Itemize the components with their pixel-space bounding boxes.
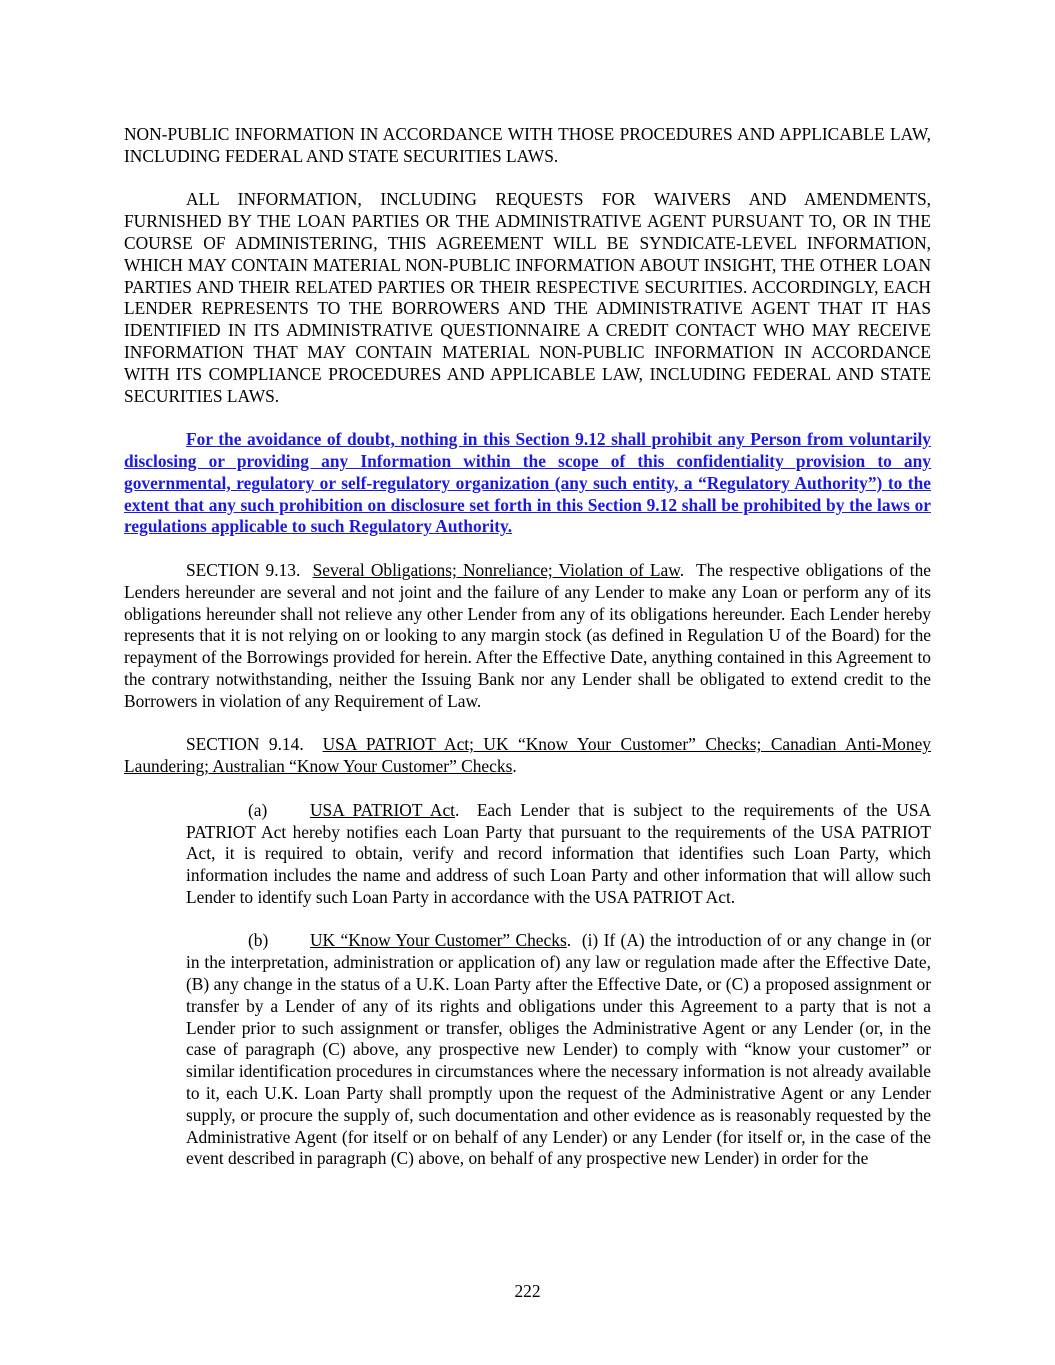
section-9-14-heading: SECTION 9.14. USA PATRIOT Act; UK “Know Your Customer” Checks; Canadian Anti-Money Laundering; Australian “Know Your Customer” Checks. <box>124 734 931 777</box>
subsection-label: (b) <box>248 930 269 951</box>
subsection-title: USA PATRIOT Act <box>310 799 456 820</box>
subsection-title: UK “Know Your Customer” Checks <box>310 930 567 951</box>
paragraph-inserted-regulatory <box>124 429 931 538</box>
section-9-13: SECTION 9.13. Several Obligations; Nonreliance; Violation of Law. The respective obligations of the Lenders hereunder are several and not joint and the failure of any Lender to make any Loan or perform any of its obligations hereunder shall not relieve any other Lender from any of its obligations hereunder. Each Lender hereby represents that it is not relying on or looking to any margin stock (as defined in Regulation U of the Board) for the repayment of the Borrowings provided for herein. After the Effective Date, anything contained in this Agreement to the contrary notwithstanding, neither the Issuing Bank nor any Lender shall be obligated to extend credit to the Borrowers in violation of any Requirement of Law. <box>124 559 932 711</box>
section-number: SECTION 9.14. <box>186 734 304 755</box>
section-number: SECTION 9.13. <box>186 559 301 580</box>
paragraph-continuation: NON-PUBLIC INFORMATION IN ACCORDANCE WITH THOSE PROCEDURES AND APPLICABLE LAW, INCLUDING FEDERAL AND STATE SECURITIES LAWS. <box>124 124 931 166</box>
inserted-text: For the avoidance of doubt, nothing in this Section 9.12 shall prohibit any Person from voluntarily disclosing or providing any Information within the scope of this confidentiality provision to any governmental, regulatory or self-regulatory organization (any such entity, a “Regulatory Authority”) to the extent that any such prohibition on disclosure set forth in this Section 9.12 shall be prohibited by the laws or regulations applicable to such Regulatory Authority. <box>124 429 931 537</box>
section-title: USA PATRIOT Act; UK “Know Your Customer” Checks; Canadian Anti-Money Laundering; Australian “Know Your Customer” Checks <box>124 734 931 777</box>
subsection-a: (a) USA PATRIOT Act. Each Lender that is subject to the requirements of the USA PATRIOT Act hereby notifies each Loan Party that pursuant to the requirements of the USA PATRIOT Act, it is required to obtain, verify and record information that identifies such Loan Party, which information includes the name and address of such Loan Party and other information that will allow such Lender to identify such Loan Party in accordance with the USA PATRIOT Act. <box>186 799 932 907</box>
page-number: 222 <box>514 1281 541 1301</box>
subsection-body: (i) If (A) the introduction of or any change in (or in the interpretation, administration or application of) any law or regulation made after the Effective Date, (B) any change in the status of a U.K. Loan Party after the Effective Date, or (C) a proposed assignment or transfer by a Lender of any of its rights and obligations under this Agreement to a party that is not a Lender prior to such assignment or transfer, obliges the Administrative Agent or any Lender (or, in the case of paragraph (C) above, any prospective new Lender) to comply with “know your customer” or similar identification procedures in circumstances where the necessary information is not already available to it, each U.K. Loan Party shall promptly upon the request of the Administrative Agent or any Lender supply, or procure the supply of, such documentation and other evidence as is reasonably requested by the Administrative Agent (for itself or on behalf of any Lender) or any Lender (for itself or, in the case of the event described in paragraph (C) above, on behalf of any prospective new Lender) in order for the <box>186 930 932 1169</box>
subsection-label: (a) <box>248 799 268 820</box>
section-body: The respective obligations of the Lenders hereunder are several and not joint and the failure of any Lender to make any Loan or perform any of its obligations hereunder shall not relieve any other Lender from any of its obligations hereunder. Each Lender hereby represents that it is not relying on or looking to any margin stock (as defined in Regulation U of the Board) for the repayment of the Borrowings provided for herein. After the Effective Date, anything contained in this Agreement to the contrary notwithstanding, neither the Issuing Bank nor any Lender shall be obligated to extend credit to the Borrowers in violation of any Requirement of Law. <box>124 559 932 711</box>
section-title: Several Obligations; Nonreliance; Violation of Law <box>312 559 680 580</box>
subsection-body: Each Lender that is subject to the requirements of the USA PATRIOT Act hereby notifies each Loan Party that pursuant to the requirements of the USA PATRIOT Act, it is required to obtain, verify and record information that identifies such Loan Party, which information includes the name and address of such Loan Party and other information that will allow such Lender to identify such Loan Party in accordance with the USA PATRIOT Act. <box>186 799 932 907</box>
page-content <box>124 124 931 1170</box>
subsection-b: (b) UK “Know Your Customer” Checks. (i) If (A) the introduction of or any change in (or in the interpretation, administration or application of) any law or regulation made after the Effective Date, (B) any change in the status of a U.K. Loan Party after the Effective Date, or (C) a proposed assignment or transfer by a Lender of any of its rights and obligations under this Agreement to a party that is not a Lender prior to such assignment or transfer, obliges the Administrative Agent or any Lender (or, in the case of paragraph (C) above, any prospective new Lender) to comply with “know your customer” or similar identification procedures in circumstances where the necessary information is not already available to it, each U.K. Loan Party shall promptly upon the request of the Administrative Agent or any Lender supply, or procure the supply of, such documentation and other evidence as is reasonably requested by the Administrative Agent (for itself or on behalf of any Lender) or any Lender (for itself or, in the case of the event described in paragraph (C) above, on behalf of any prospective new Lender) in order for the <box>186 930 932 1169</box>
paragraph-syndicate-info: ALL INFORMATION, INCLUDING REQUESTS FOR WAIVERS AND AMENDMENTS, FURNISHED BY THE LOAN PARTIES OR THE ADMINISTRATIVE AGENT PURSUANT TO, OR IN THE COURSE OF ADMINISTERING, THIS AGREEMENT WILL BE SYNDICATE-LEVEL INFORMATION, WHICH MAY CONTAIN MATERIAL NON-PUBLIC INFORMATION ABOUT INSIGHT, THE OTHER LOAN PARTIES AND THEIR RELATED PARTIES OR THEIR RESPECTIVE SECURITIES. ACCORDINGLY, EACH LENDER REPRESENTS TO THE BORROWERS AND THE ADMINISTRATIVE AGENT THAT IT HAS IDENTIFIED IN ITS ADMINISTRATIVE QUESTIONNAIRE A CREDIT CONTACT WHO MAY RECEIVE INFORMATION THAT MAY CONTAIN MATERIAL NON-PUBLIC INFORMATION IN ACCORDANCE WITH ITS COMPLIANCE PROCEDURES AND APPLICABLE LAW, INCLUDING FEDERAL AND STATE SECURITIES LAWS. <box>124 189 931 406</box>
